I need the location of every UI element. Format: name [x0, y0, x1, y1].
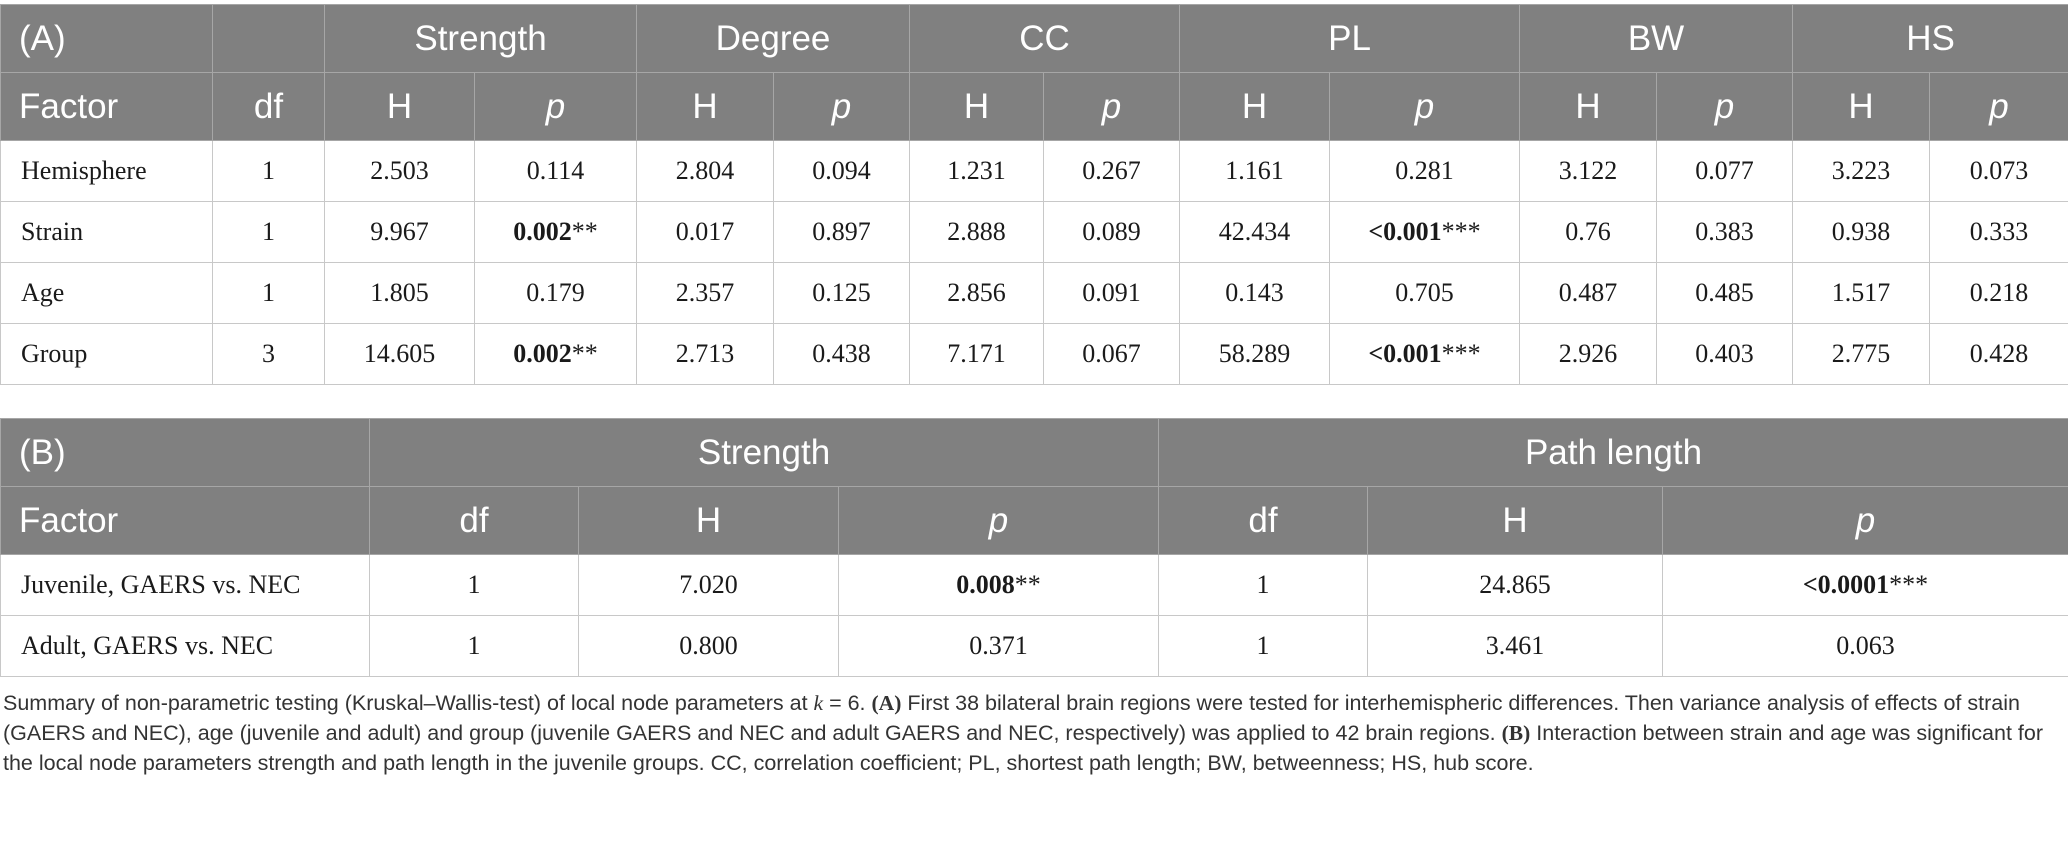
column-header-p: p — [774, 73, 910, 141]
table-cell: 1.805 — [325, 263, 475, 324]
table-cell: 0.143 — [1180, 263, 1330, 324]
table-cell: 0.403 — [1657, 324, 1793, 385]
table-cell: 0.897 — [774, 202, 910, 263]
table-cell: 0.267 — [1044, 141, 1180, 202]
df-cell: 1 — [213, 263, 325, 324]
table-row — [1, 263, 2068, 324]
significance-marker: *** — [1441, 217, 1481, 246]
table-cell: 9.967 — [325, 202, 475, 263]
group-header-cc: CC — [910, 5, 1180, 73]
table-cell: 2.856 — [910, 263, 1044, 324]
df-cell: 3 — [213, 324, 325, 385]
table-cell — [1330, 202, 1520, 263]
caption-text: Interaction between strain and age was significant for the local node parameters strength and path length in the juvenile groups. CC, correlation coefficient; PL, shortest path length; BW, betweenness; HS, hub score. — [3, 721, 2044, 775]
column-header-factor: Factor — [1, 487, 370, 555]
column-header-h: H — [1520, 73, 1657, 141]
group-header-bw: BW — [1520, 5, 1793, 73]
table-cell: 1 — [370, 616, 579, 677]
table-cell: 0.114 — [475, 141, 637, 202]
table-cell: 0.76 — [1520, 202, 1657, 263]
significant-value: <0.001 — [1368, 217, 1442, 246]
table-a-body — [1, 141, 2068, 385]
table-cell: 0.438 — [774, 324, 910, 385]
column-header-h: H — [325, 73, 475, 141]
factor-cell: Group — [1, 324, 213, 385]
group-header-strength: Strength — [325, 5, 637, 73]
caption-text: First 38 bilateral brain regions were tested for interhemispheric differences. Then variance analysis of effects of strain (GAERS and NEC), age (juvenile and adult) and group (juvenile GAERS and NEC and adult GAERS and NEC, respectively) was applied to 42 brain regions. — [3, 691, 2020, 745]
table-cell: 2.357 — [637, 263, 774, 324]
table-cell: 0.179 — [475, 263, 637, 324]
significance-marker: *** — [1889, 570, 1929, 599]
table-cell: 0.281 — [1330, 141, 1520, 202]
table-a-column-header — [1, 73, 2068, 141]
table-cell: 0.017 — [637, 202, 774, 263]
column-header-p: p — [1657, 73, 1793, 141]
table-cell: 1.231 — [910, 141, 1044, 202]
column-header-p: p — [475, 73, 637, 141]
table-cell: 3.461 — [1368, 616, 1663, 677]
table-cell — [1330, 324, 1520, 385]
column-header-p: p — [1663, 487, 2068, 555]
table-cell: 0.487 — [1520, 263, 1657, 324]
table-cell — [475, 202, 637, 263]
column-header-df: df — [370, 487, 579, 555]
significance-marker: *** — [1441, 339, 1481, 368]
column-header-df: df — [1159, 487, 1368, 555]
column-header-h: H — [910, 73, 1044, 141]
column-header-h: H — [1793, 73, 1930, 141]
column-header-p: p — [1930, 73, 2068, 141]
caption-label-b: (B) — [1501, 721, 1531, 745]
column-header-h: H — [579, 487, 839, 555]
df-cell: 1 — [213, 141, 325, 202]
table-row — [1, 202, 2068, 263]
column-header-factor: Factor — [1, 73, 213, 141]
significant-value: 0.002 — [513, 339, 572, 368]
significant-value: <0.001 — [1368, 339, 1442, 368]
caption-text: = 6. — [823, 691, 872, 715]
table-cell: 2.713 — [637, 324, 774, 385]
table-cell: 1.517 — [1793, 263, 1930, 324]
table-cell: 3.223 — [1793, 141, 1930, 202]
table-cell: 7.020 — [579, 555, 839, 616]
table-cell — [839, 555, 1159, 616]
table-row — [1, 324, 2068, 385]
table-cell: 0.218 — [1930, 263, 2068, 324]
column-header-p: p — [1044, 73, 1180, 141]
table-cell: 24.865 — [1368, 555, 1663, 616]
table-cell: 0.428 — [1930, 324, 2068, 385]
table-cell: 14.605 — [325, 324, 475, 385]
table-cell: 7.171 — [910, 324, 1044, 385]
table-cell: 0.125 — [774, 263, 910, 324]
factor-cell: Age — [1, 263, 213, 324]
table-cell: 1.161 — [1180, 141, 1330, 202]
significant-value: 0.008 — [956, 570, 1015, 599]
factor-cell: Adult, GAERS vs. NEC — [1, 616, 370, 677]
table-b — [0, 418, 2068, 677]
table-b-label: (B) — [1, 419, 370, 487]
group-header-strength: Strength — [370, 419, 1159, 487]
table-cell: 42.434 — [1180, 202, 1330, 263]
table-cell: 0.800 — [579, 616, 839, 677]
factor-cell: Hemisphere — [1, 141, 213, 202]
table-cell: 3.122 — [1520, 141, 1657, 202]
caption-text: Summary of non-parametric testing (Kruskal–Wallis-test) of local node parameters at — [3, 691, 814, 715]
caption-k-variable: k — [813, 691, 824, 715]
table-cell: 0.938 — [1793, 202, 1930, 263]
column-header-p: p — [839, 487, 1159, 555]
table-b-column-header — [1, 487, 2068, 555]
table-cell: 2.503 — [325, 141, 475, 202]
table-cell: 0.333 — [1930, 202, 2068, 263]
group-header-pl: PL — [1180, 5, 1520, 73]
table-a-blank-header — [213, 5, 325, 73]
table-cell: 0.383 — [1657, 202, 1793, 263]
table-a-label: (A) — [1, 5, 213, 73]
table-caption — [3, 688, 2063, 778]
column-header-h: H — [1180, 73, 1330, 141]
factor-cell: Juvenile, GAERS vs. NEC — [1, 555, 370, 616]
table-cell: 0.371 — [839, 616, 1159, 677]
table-cell: 0.094 — [774, 141, 910, 202]
column-header-df: df — [213, 73, 325, 141]
table-cell: 0.091 — [1044, 263, 1180, 324]
column-header-p: p — [1330, 73, 1520, 141]
column-header-h: H — [637, 73, 774, 141]
table-cell: 2.804 — [637, 141, 774, 202]
significance-marker: ** — [1014, 570, 1041, 599]
table-row — [1, 616, 2068, 677]
table-cell — [1663, 555, 2068, 616]
table-cell: 0.485 — [1657, 263, 1793, 324]
table-cell: 0.089 — [1044, 202, 1180, 263]
significant-value: 0.002 — [513, 217, 572, 246]
group-header-hs: HS — [1793, 5, 2068, 73]
df-cell: 1 — [213, 202, 325, 263]
table-cell: 0.705 — [1330, 263, 1520, 324]
significant-value: <0.0001 — [1802, 570, 1890, 599]
table-b-group-header — [1, 419, 2068, 487]
table-cell: 0.073 — [1930, 141, 2068, 202]
table-row — [1, 555, 2068, 616]
table-cell: 0.077 — [1657, 141, 1793, 202]
table-cell: 1 — [370, 555, 579, 616]
table-cell: 2.926 — [1520, 324, 1657, 385]
table-cell: 58.289 — [1180, 324, 1330, 385]
group-header-degree: Degree — [637, 5, 910, 73]
table-a-group-header — [1, 5, 2068, 73]
table-a — [0, 4, 2068, 385]
table-cell — [475, 324, 637, 385]
table-cell: 0.063 — [1663, 616, 2068, 677]
caption-label-a: (A) — [871, 691, 902, 715]
table-cell: 2.888 — [910, 202, 1044, 263]
table-cell: 2.775 — [1793, 324, 1930, 385]
significance-marker: ** — [571, 339, 598, 368]
significance-marker: ** — [571, 217, 598, 246]
column-header-h: H — [1368, 487, 1663, 555]
table-row — [1, 141, 2068, 202]
table-cell: 1 — [1159, 555, 1368, 616]
factor-cell: Strain — [1, 202, 213, 263]
table-cell: 0.067 — [1044, 324, 1180, 385]
group-header-path-length: Path length — [1159, 419, 2068, 487]
table-cell: 1 — [1159, 616, 1368, 677]
table-b-body — [1, 555, 2068, 677]
